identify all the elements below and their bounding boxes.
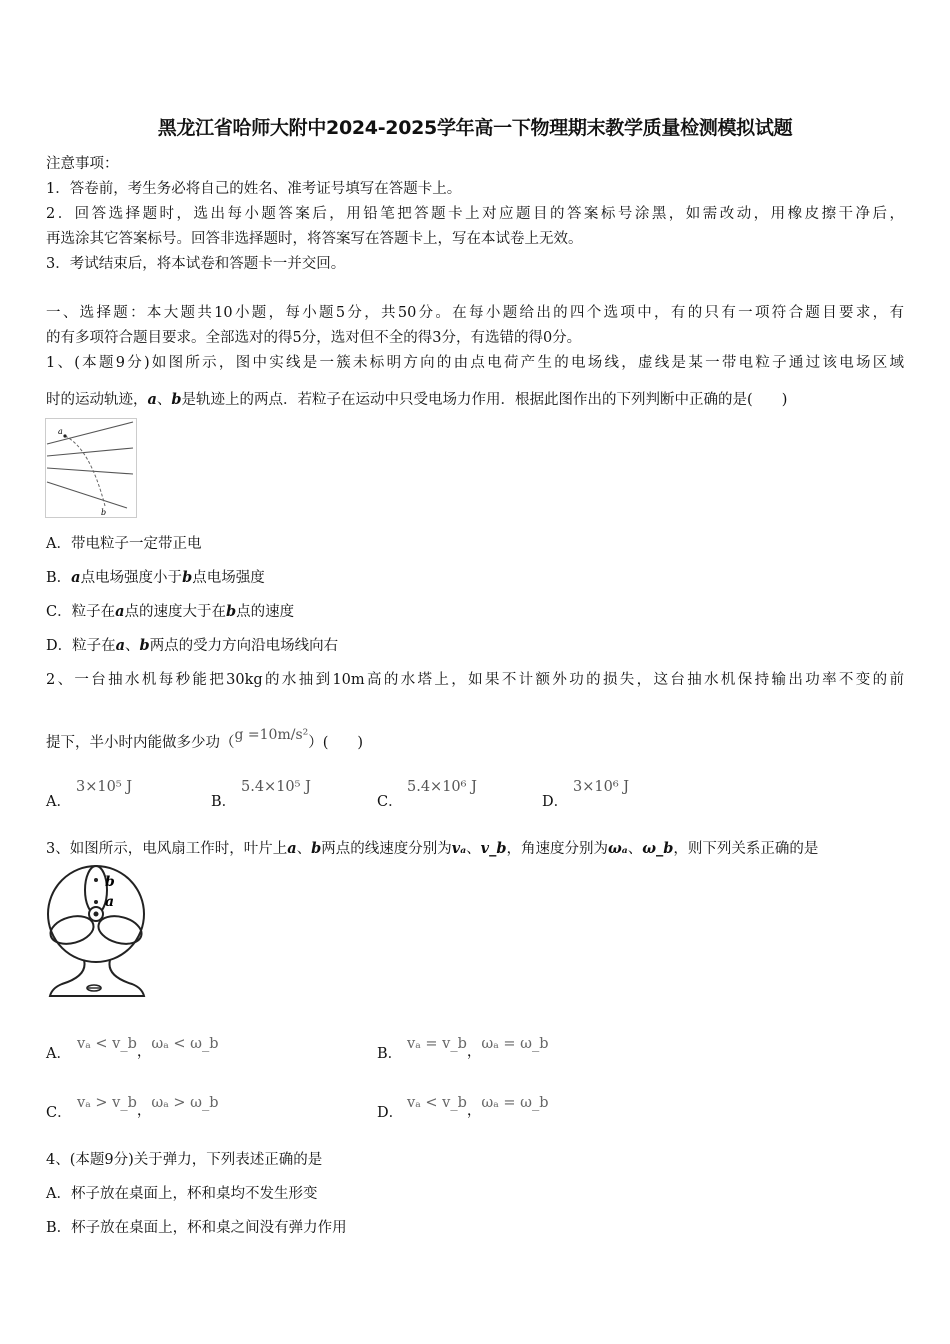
q1-option-b-b: b <box>182 569 193 586</box>
q3-stem-line1 <box>46 837 818 858</box>
q2-formula: g =10m/s² <box>234 727 309 743</box>
q2-option-c-value: 5.4×10⁶ J <box>407 779 477 795</box>
q1-option-d-a: a <box>115 637 126 654</box>
q2-option-d-label: D． <box>542 794 569 810</box>
q3-text-2: 两点的线速度分别为 <box>321 841 452 857</box>
q1-sep: 、 <box>156 392 172 408</box>
q1-option-d-sep: 、 <box>125 638 140 654</box>
q1-point-a: a <box>147 391 157 408</box>
q1-option-c-post: 点的速度 <box>236 604 295 620</box>
q4-stem: 4、(本题9分)关于弹力，下列表述正确的是 <box>46 1152 323 1168</box>
q1-figure-label-b: b <box>101 508 107 517</box>
q3-option-c-comma: ， <box>136 1103 152 1119</box>
q2-option-b-value: 5.4×10⁵ J <box>241 779 311 795</box>
q3-option-a-formula <box>77 1032 219 1060</box>
q3-sep: 、 <box>296 841 312 857</box>
q1-option-c-a: a <box>115 603 125 620</box>
notice-item-2-cont: 再选涂其它答案标号。回答非选择题时，将答案写在答题卡上，写在本试卷上无效。 <box>46 231 583 247</box>
q2-option-b-label: B． <box>211 794 237 810</box>
q1-option-d <box>46 634 338 655</box>
q3-option-a-f1: vₐ < v_b <box>77 1036 137 1052</box>
notice-item-3: 3．考试结束后，将本试卷和答题卡一并交回。 <box>46 256 346 272</box>
page-title: 黑龙江省哈师大附中2024-2025学年高一下物理期末教学质量检测模拟试题 <box>157 117 793 139</box>
q2-option-c-label: C． <box>377 794 403 810</box>
q1-point-b: b <box>171 391 182 408</box>
q1-text-2: 是轨迹上的两点．若粒子在运动中只受电场力作用．根据此图作出的下列判断中正确的是( ) <box>181 392 788 408</box>
q3-option-c-f2: ωₐ > ω_b <box>151 1095 219 1111</box>
q1-text: 时的运动轨迹， <box>46 392 148 408</box>
q1-option-d-pre: D．粒子在 <box>46 638 116 654</box>
notice-heading: 注意事项： <box>46 156 119 172</box>
q3-option-c-formula <box>77 1091 219 1119</box>
section-intro-line1: 一、选择题：本大题共10小题，每小题5分，共50分。在每小题给出的四个选项中，有的只有一项符合题目要求，有 <box>46 305 904 321</box>
q1-stem-line1: 1、(本题9分)如图所示，图中实线是一簇未标明方向的由点电荷产生的电场线，虚线是某一带电粒子通过该电场区域 <box>46 355 904 371</box>
q3-text-3: ，角速度分别为 <box>506 841 608 857</box>
q3-option-a-label: A． <box>46 1046 71 1062</box>
q3-option-c-f1: vₐ > v_b <box>77 1095 137 1111</box>
section-intro-line2: 的有多项符合题目要求。全部选对的得5分，选对但不全的得3分，有选错的得0分。 <box>46 330 582 346</box>
q3-option-d-formula <box>407 1091 549 1119</box>
q1-option-c-pre: C．粒子在 <box>46 604 116 620</box>
q1-option-c-b: b <box>226 603 237 620</box>
q3-option-b-formula <box>407 1032 549 1060</box>
q3-text: 3、如图所示，电风扇工作时，叶片上 <box>46 841 288 857</box>
q2-stem-line2 <box>46 727 364 752</box>
q3-option-d-f2: ωₐ = ω_b <box>481 1095 549 1111</box>
q1-option-c-mid: 点的速度大于在 <box>124 604 227 620</box>
q2-stem-line1: 2、一台抽水机每秒能把30kg的水抽到10m高的水塔上，如果不计额外功的损失，这台抽水机保持输出功率不变的前 <box>46 672 904 688</box>
q3-option-b-f1: vₐ = v_b <box>407 1036 467 1052</box>
q3-figure-label-b: b <box>105 874 115 890</box>
q3-point-a: a <box>287 840 297 857</box>
q1-field-lines-figure <box>45 418 137 518</box>
q3-option-a-f2: ωₐ < ω_b <box>151 1036 219 1052</box>
q3-option-b-label: B． <box>377 1046 403 1062</box>
q1-stem-line2 <box>46 388 787 409</box>
q1-option-d-post: 两点的受力方向沿电场线向右 <box>149 638 339 654</box>
q1-option-a: A．带电粒子一定带正电 <box>46 536 202 552</box>
q1-option-b-label: B． <box>46 570 72 586</box>
q3-option-a-comma: ， <box>136 1044 152 1060</box>
q4-option-a: A．杯子放在桌面上，杯和桌均不发生形变 <box>46 1186 318 1202</box>
q3-option-d-f1: vₐ < v_b <box>407 1095 467 1111</box>
q3-sep-3: 、 <box>627 841 643 857</box>
q3-option-b-f2: ωₐ = ω_b <box>481 1036 549 1052</box>
q3-va: vₐ <box>451 840 467 857</box>
q3-fan-figure <box>44 864 156 1000</box>
q1-option-b-mid: 点电场强度小于 <box>80 570 183 586</box>
q1-option-c <box>46 600 294 621</box>
notice-item-1: 1．答卷前，考生务必将自己的姓名、准考证号填写在答题卡上。 <box>46 181 462 197</box>
q2-option-a-value: 3×10⁵ J <box>76 779 133 795</box>
q1-option-b-post: 点电场强度 <box>192 570 265 586</box>
q3-vb: v_b <box>480 840 507 857</box>
q2-option-d-value: 3×10⁶ J <box>573 779 630 795</box>
q3-option-d-label: D． <box>377 1105 404 1121</box>
q4-option-b: B．杯子放在桌面上，杯和桌之间没有弹力作用 <box>46 1220 347 1236</box>
q1-figure-label-a: a <box>58 427 63 436</box>
q3-text-4: ，则下列关系正确的是 <box>673 841 819 857</box>
q2-text-2: ）( ) <box>308 735 364 751</box>
q1-option-d-b: b <box>139 637 150 654</box>
q3-figure-label-a: a <box>105 894 115 910</box>
q2-option-a-label: A． <box>46 794 71 810</box>
q3-option-d-comma: ， <box>466 1103 482 1119</box>
q1-option-b-a: a <box>71 569 81 586</box>
q3-sep-2: 、 <box>466 841 481 857</box>
q1-option-b <box>46 566 265 587</box>
notice-item-2: 2．回答选择题时，选出每小题答案后，用铅笔把答题卡上对应题目的答案标号涂黑，如需改动，用橡皮擦干净后， <box>46 206 904 222</box>
q3-point-b: b <box>311 840 322 857</box>
q3-option-b-comma: ， <box>466 1044 482 1060</box>
q3-wb: ω_b <box>642 840 674 857</box>
q3-wa: ωₐ <box>607 840 628 857</box>
q3-option-c-label: C． <box>46 1105 72 1121</box>
q2-text: 提下，半小时内能做多少功（ <box>46 735 235 751</box>
